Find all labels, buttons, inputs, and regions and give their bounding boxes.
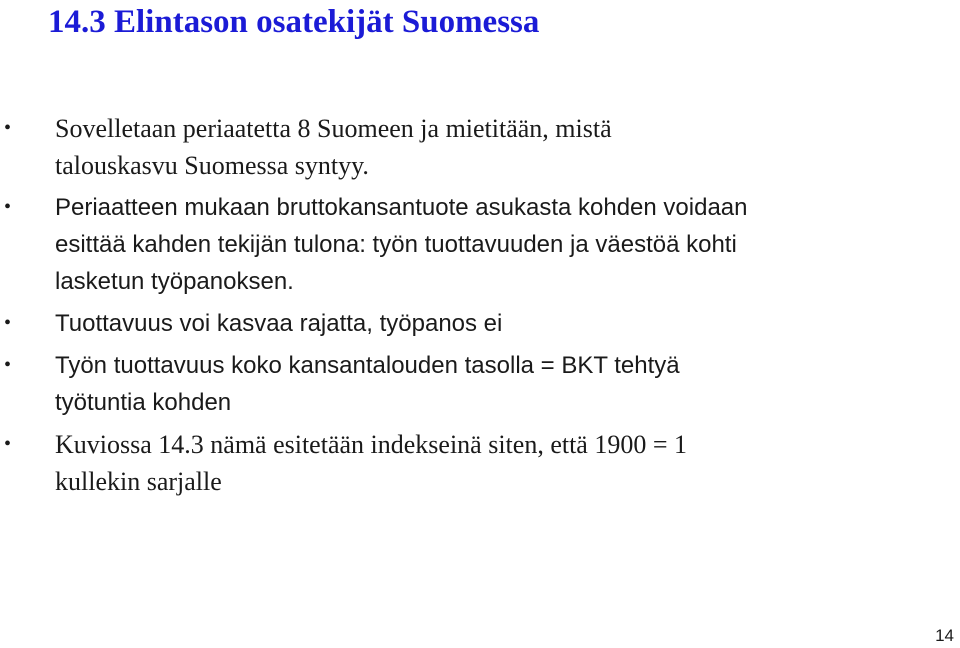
bullet-marker: • <box>4 312 12 334</box>
bullet-item <box>0 347 900 421</box>
bullet-item <box>0 426 900 500</box>
bullet-text: Työn tuottavuus koko kansantalouden tasolla = BKT tehtyä työtuntia kohden <box>55 352 680 416</box>
bullet-text: Periaatteen mukaan bruttokansantuote asukasta kohden voidaan esittää kahden tekijän tulona: työn tuottavuuden ja väestöä kohti lasketun työpanoksen. <box>55 194 748 295</box>
bullet-text: Kuviossa 14.3 nämä esitetään indekseinä siten, että 1900 = 1 kullekin sarjalle <box>55 430 688 496</box>
bullet-text: Sovelletaan periaatetta 8 Suomeen ja mietitään, mistä talouskasvu Suomessa syntyy. <box>55 114 612 180</box>
bullet-marker: • <box>4 433 12 455</box>
bullet-item <box>0 189 900 300</box>
bullet-text: Tuottavuus voi kasvaa rajatta, työpanos ei <box>55 310 503 337</box>
bullet-list <box>0 110 900 505</box>
bullet-item <box>0 110 900 184</box>
bullet-item <box>0 305 900 342</box>
bullet-marker: • <box>4 117 12 139</box>
bullet-marker: • <box>4 196 12 218</box>
slide-title: 14.3 Elintason osatekijät Suomessa <box>48 4 540 40</box>
page-number: 14 <box>935 626 954 645</box>
bullet-marker: • <box>4 354 12 376</box>
